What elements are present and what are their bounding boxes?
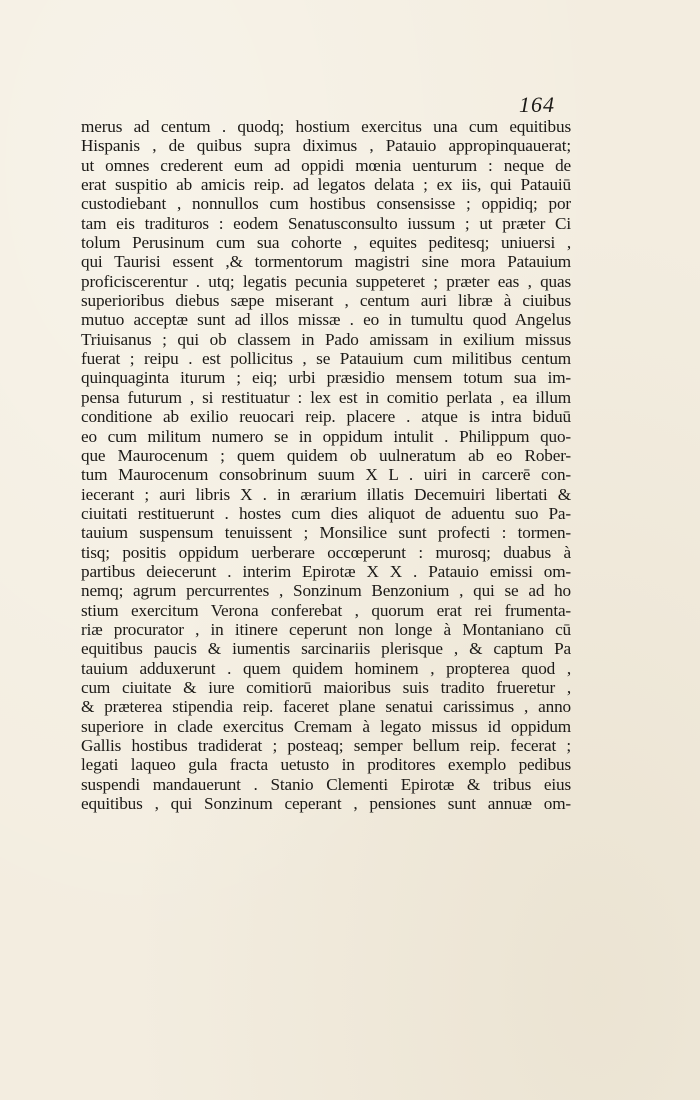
text-line: proficiscerentur . utq; legatis pecunia suppeteret ; præter eas , quas [81, 271, 571, 291]
text-line: & præterea stipendia reip. faceret plane senatui carissimus , anno [81, 697, 571, 717]
text-line: equitibus , qui Sonzinum ceperant , pensiones sunt annuæ om- [81, 794, 571, 814]
text-line: tisq; positis oppidum uerberare occœperunt : murosq; duabus à [81, 542, 571, 562]
text-line: legati laqueo gula fracta uetusto in proditores exemplo pedibus [81, 755, 571, 775]
text-line: Hispanis , de quibus supra diximus , Patauio appropinquauerat; [81, 136, 571, 156]
text-line: eo cum militum numero se in oppidum intulit . Philippum quo- [81, 426, 571, 446]
text-line: que Maurocenum ; quem quidem ob uulneratum ab eo Rober- [81, 445, 571, 465]
text-line: riæ procurator , in itinere ceperunt non longe à Montaniano cū [81, 619, 571, 639]
text-line: tolum Perusinum cum sua cohorte , equites peditesq; uniuersi , [81, 233, 571, 253]
text-line: superiore in clade exercitus Cremam à legato missus id oppidum [81, 716, 571, 736]
text-line: partibus deiecerunt . interim Epirotæ X X . Patauio emissi om- [81, 561, 571, 581]
text-line: ciuitati restituerunt . hostes cum dies aliquot de aduentu suo Pa- [81, 503, 571, 523]
text-line: tum Maurocenum consobrinum suum X L . uiri in carcerē con- [81, 465, 571, 485]
text-line: equitibus paucis & iumentis sarcinariis plerisque , & captum Pa [81, 639, 571, 659]
text-line: erat suspitio ab amicis reip. ad legatos delata ; ex iis, qui Patauiū [81, 175, 571, 195]
text-line: mutuo acceptæ sunt ad illos missæ . eo in tumultu quod Angelus [81, 310, 571, 330]
text-line: tauium adduxerunt . quem quidem hominem , propterea quod , [81, 658, 571, 678]
text-line: suspendi mandauerunt . Stanio Clementi Epirotæ & tribus eius [81, 774, 571, 794]
text-line: ut omnes crederent eum ad oppidi mœnia uenturum : neque de [81, 155, 571, 175]
page-number: 164 [519, 92, 555, 117]
text-line: superioribus diebus sæpe miserant , centum auri libræ à ciuibus [81, 291, 571, 311]
text-line: stium exercitum Verona conferebat , quorum erat rei frumenta- [81, 600, 571, 620]
text-line: tam eis tradituros : eodem Senatusconsulto iussum ; ut præter Ci [81, 213, 571, 233]
text-line: cum ciuitate & iure comitiorū maioribus suis tradito frueretur , [81, 677, 571, 697]
text-line: conditione ab exilio reuocari reip. placere . atque is intra biduū [81, 407, 571, 427]
text-line: tauium suspensum tenuissent ; Monsilice sunt profecti : tormen- [81, 523, 571, 543]
text-line: quinquaginta iturum ; eiq; urbi præsidio mensem totum sua im- [81, 368, 571, 388]
text-line: merus ad centum . quodq; hostium exercitus una cum equitibus [81, 117, 571, 136]
text-line: nemq; agrum percurrentes , Sonzinum Benzonium , qui se ad ho [81, 581, 571, 601]
text-line: custodiebant , nonnullos cum hostibus consensisse ; oppidiq; por [81, 194, 571, 214]
text-line: Triuisanus ; qui ob classem in Pado amissam in exilium missus [81, 329, 571, 349]
text-line: Gallis hostibus tradiderat ; posteaq; semper bellum reip. fecerat ; [81, 736, 571, 755]
text-block [81, 117, 571, 813]
text-line: qui Taurisi essent ,& tormentorum magistri sine mora Patauium [81, 252, 571, 272]
text-line: iecerant ; auri libris X . in ærarium illatis Decemuiri libertati & [81, 484, 571, 504]
text-line: fuerat ; reipu . est pollicitus , se Patauium cum militibus centum [81, 349, 571, 369]
text-line: pensa futurum , si restituatur : lex est in comitio perlata , ea illum [81, 387, 571, 407]
